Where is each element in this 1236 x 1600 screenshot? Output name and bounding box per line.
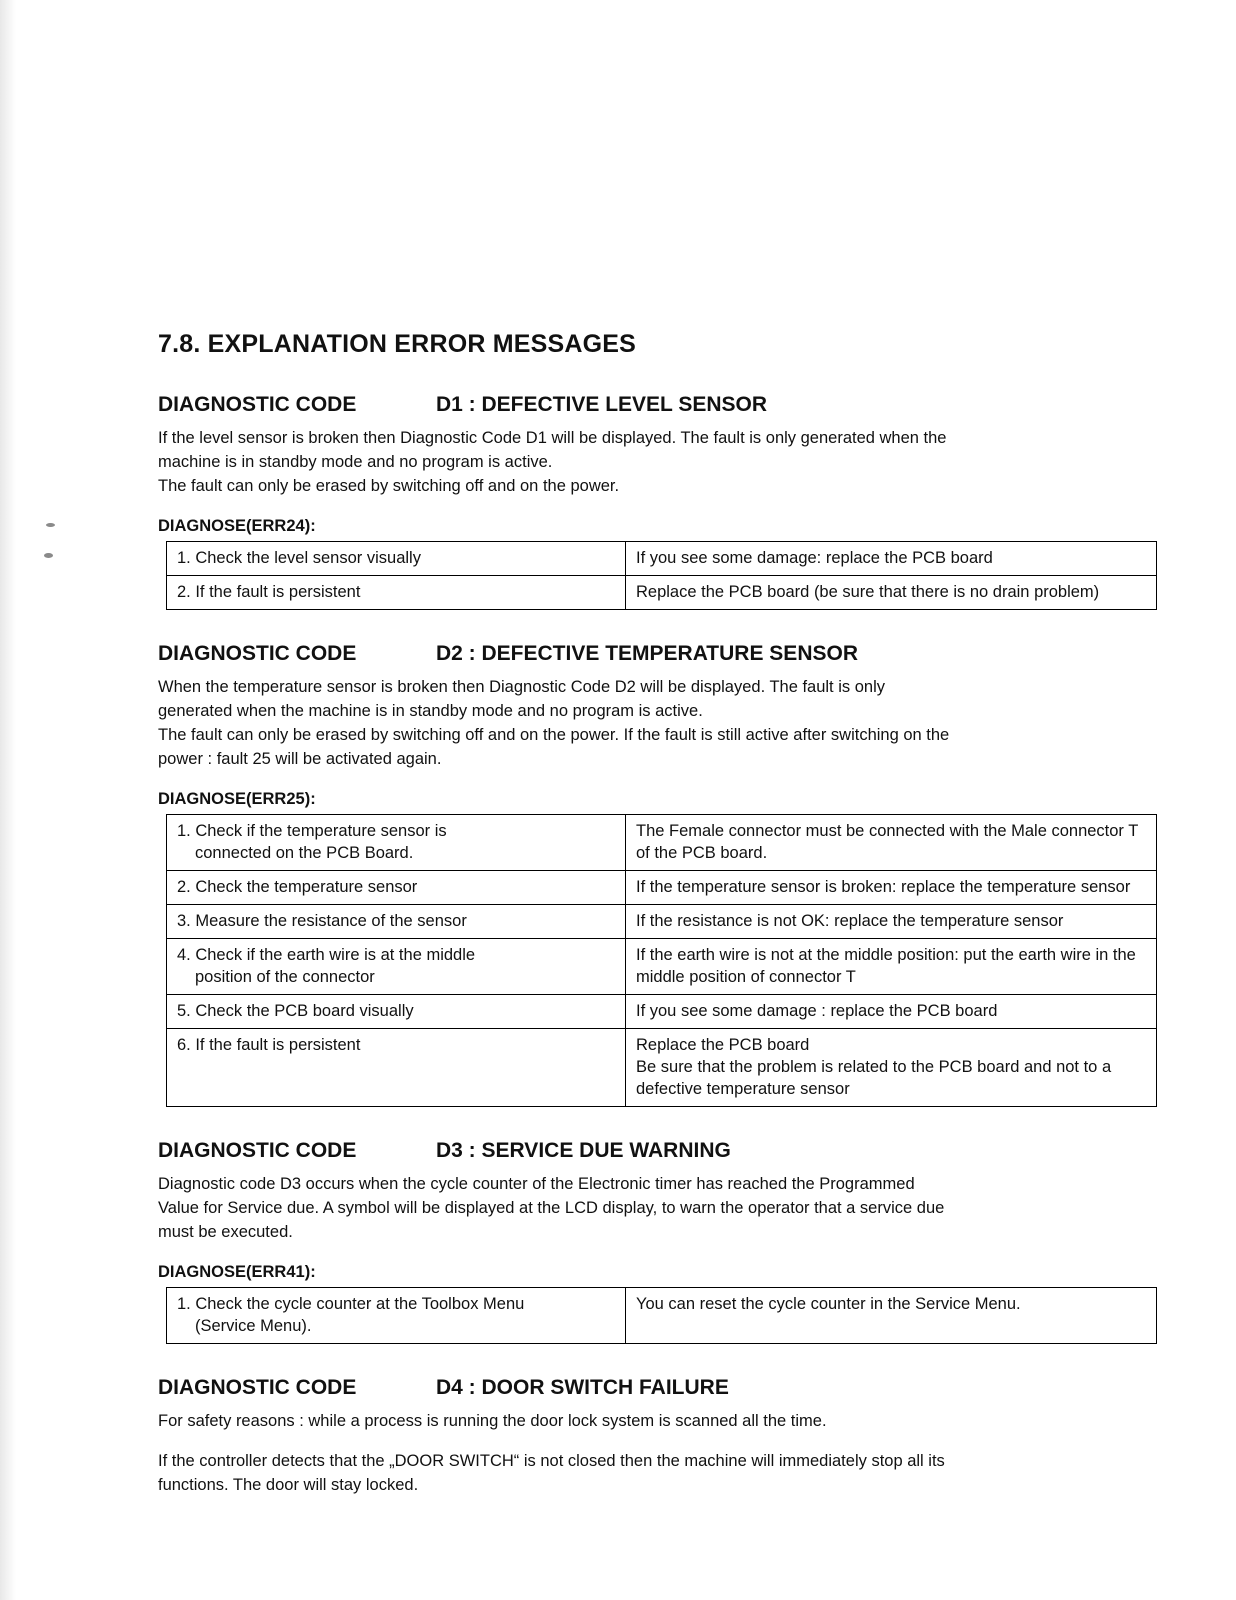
table-row	[167, 995, 1157, 1029]
diagnose-label: DIAGNOSE(ERR24):	[158, 517, 316, 535]
table-cell-result: The Female connector must be connected with the Male connector T of the PCB board.	[626, 815, 1157, 871]
table-cell-result: If the resistance is not OK: replace the temperature sensor	[626, 905, 1157, 939]
document-content	[158, 330, 1139, 1498]
paragraph-line: The fault can only be erased by switching off and on the power. If the fault is still active after switching on the	[158, 726, 950, 744]
table-cell-result: If the earth wire is not at the middle position: put the earth wire in the middle position of connector T	[626, 939, 1157, 995]
table-cell-result: You can reset the cycle counter in the Service Menu.	[626, 1288, 1157, 1344]
action-line-cont: connected on the PCB Board.	[195, 844, 414, 862]
paragraph-line: If the controller detects that the „DOOR SWITCH“ is not closed then the machine will immediately stop all its	[158, 1452, 945, 1470]
diagnostic-code-heading	[158, 1376, 1126, 1400]
diagnostic-code-heading	[158, 642, 1126, 666]
table-cell-result: If the temperature sensor is broken: replace the temperature sensor	[626, 871, 1157, 905]
table-row	[167, 1288, 1157, 1344]
table-cell-action	[167, 815, 626, 871]
block-spacer	[158, 1348, 1126, 1376]
table-cell-result: If you see some damage: replace the PCB board	[626, 542, 1157, 576]
action-line: 1. Check if the temperature sensor is	[177, 822, 447, 840]
diagnostic-code-label: DIAGNOSTIC CODE	[158, 642, 357, 665]
paragraph-line: must be executed.	[158, 1223, 293, 1241]
action-line-cont: position of the connector	[195, 968, 375, 986]
paragraph-line: machine is in standby mode and no program is active.	[158, 453, 553, 471]
diagnose-table-err25	[166, 814, 1157, 1107]
paragraph-line: When the temperature sensor is broken then Diagnostic Code D2 will be displayed. The fault is only	[158, 678, 885, 696]
table-row	[167, 576, 1157, 610]
page-title: 7.8. EXPLANATION ERROR MESSAGES	[158, 330, 637, 358]
paragraph-line: The fault can only be erased by switching off and on the power.	[158, 477, 620, 495]
table-cell-action: 2. If the fault is persistent	[167, 576, 626, 610]
diagnostic-code-value: D4 : DOOR SWITCH FAILURE	[436, 1376, 729, 1399]
table-cell-action: 6. If the fault is persistent	[167, 1029, 626, 1107]
table-row	[167, 939, 1157, 995]
diagnostic-code-label: DIAGNOSTIC CODE	[158, 1139, 357, 1162]
diagnostic-code-value: D1 : DEFECTIVE LEVEL SENSOR	[436, 393, 768, 416]
table-row	[167, 1029, 1157, 1107]
diagnose-table-err41	[166, 1287, 1157, 1344]
action-line: 1. Check the cycle counter at the Toolbox Menu	[177, 1295, 525, 1313]
paragraph-line: If the level sensor is broken then Diagnostic Code D1 will be displayed. The fault is only generated when the	[158, 429, 947, 447]
block-spacer	[158, 614, 1126, 642]
diagnostic-code-label: DIAGNOSTIC CODE	[158, 1376, 357, 1399]
action-line: 4. Check if the earth wire is at the middle	[177, 946, 476, 964]
table-cell-action: 3. Measure the resistance of the sensor	[167, 905, 626, 939]
diagnostic-code-value: D2 : DEFECTIVE TEMPERATURE SENSOR	[436, 642, 858, 665]
diagnostic-block-d2	[158, 642, 1139, 1107]
scan-artifact-mark	[46, 523, 55, 527]
table-row	[167, 871, 1157, 905]
paragraph-line: power : fault 25 will be activated again.	[158, 750, 442, 768]
page-edge-shadow	[0, 0, 16, 1600]
table-cell-result: If you see some damage : replace the PCB board	[626, 995, 1157, 1029]
table-row	[167, 815, 1157, 871]
table-cell-action: 2. Check the temperature sensor	[167, 871, 626, 905]
result-line-2: Be sure that the problem is related to the PCB board and not to a defective temperature sensor	[636, 1058, 1112, 1098]
diagnostic-block-d4	[158, 1376, 1126, 1496]
result-line: Replace the PCB board	[636, 1036, 810, 1054]
table-cell-action: 1. Check the level sensor visually	[167, 542, 626, 576]
paragraph-line: Value for Service due. A symbol will be displayed at the LCD display, to warn the operator that a service due	[158, 1199, 945, 1217]
diagnostic-code-label: DIAGNOSTIC CODE	[158, 393, 357, 416]
table-cell-result	[626, 1029, 1157, 1107]
paragraph-line: Diagnostic code D3 occurs when the cycle counter of the Electronic timer has reached the Programmed	[158, 1175, 915, 1193]
table-cell-result: Replace the PCB board (be sure that there is no drain problem)	[626, 576, 1157, 610]
table-row	[167, 905, 1157, 939]
table-cell-action	[167, 1288, 626, 1344]
paragraph-line: generated when the machine is in standby mode and no program is active.	[158, 702, 703, 720]
diagnostic-code-heading	[158, 393, 1126, 417]
diagnostic-block-d3	[158, 1139, 1126, 1344]
diagnostic-block-d1	[158, 393, 1126, 610]
paragraph-line: For safety reasons : while a process is running the door lock system is scanned all the time.	[158, 1412, 827, 1430]
diagnose-label: DIAGNOSE(ERR25):	[158, 790, 316, 808]
table-cell-action: 5. Check the PCB board visually	[167, 995, 626, 1029]
diagnose-table-err24	[166, 541, 1157, 610]
table-cell-action	[167, 939, 626, 995]
action-line-cont: (Service Menu).	[195, 1317, 312, 1335]
scan-artifact-mark	[44, 553, 53, 558]
table-row	[167, 542, 1157, 576]
diagnostic-code-heading	[158, 1139, 1126, 1163]
diagnose-label: DIAGNOSE(ERR41):	[158, 1263, 316, 1281]
diagnostic-code-value: D3 : SERVICE DUE WARNING	[436, 1139, 731, 1162]
paragraph-line: functions. The door will stay locked.	[158, 1476, 419, 1494]
block-spacer	[158, 1111, 1126, 1139]
